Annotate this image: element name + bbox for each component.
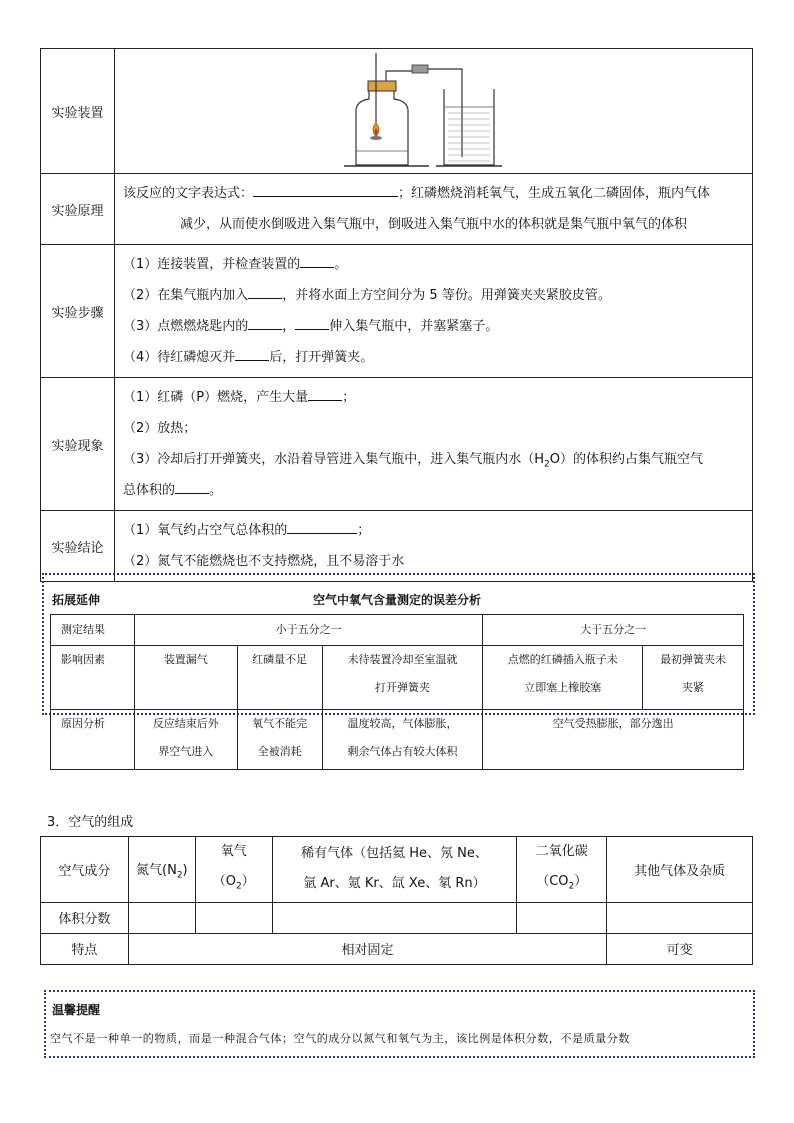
blank-conclusion1[interactable] [287, 520, 357, 534]
row-feature: 特点 相对固定 可变 [41, 933, 753, 964]
blank-equation[interactable] [253, 183, 398, 197]
blank-step4[interactable] [235, 347, 269, 361]
row-conclusion: 实验结论 （1）氧气约占空气总体积的 ； （2）氮气不能燃烧也不支持燃烧，且不易溶于水 [41, 511, 753, 582]
apparatus-cell [115, 49, 753, 174]
blank-step2[interactable] [248, 285, 282, 299]
error-header-row: 测定结果 小于五分之一 大于五分之一 [51, 615, 744, 646]
label-principle: 实验原理 [41, 174, 115, 245]
row-component: 空气成分 氮气$(N_2)$ 氧气 $(O_2)$ 稀有气体（包括氦 He、氖 Ne、 氩 Ar、氪 Kr、氙 Xe、氡 Rn） 二氧化碳 $(CO_2)$ 其他气体及杂质 [41, 837, 753, 903]
extension-tag: 拓展延伸 [52, 593, 101, 607]
volume-other[interactable] [607, 902, 753, 933]
apparatus-illustration [324, 49, 544, 169]
volume-o2[interactable] [195, 902, 272, 933]
error-factors-row: 影响因素 装置漏气 红磷量不足 未待装置冷却至室温就 打开弹簧夹 点燃的红磷插入瓶子未 立即塞上橡胶塞 最初弹簧夹未 夹紧 [51, 646, 744, 710]
blank-step1[interactable] [300, 254, 334, 268]
row-volume: 体积分数 [41, 902, 753, 933]
volume-co2[interactable] [517, 902, 607, 933]
blank-step3b[interactable] [295, 316, 329, 330]
section-title-composition: 3．空气的组成 [47, 815, 134, 830]
tip-title: 温馨提醒 [52, 1003, 101, 1017]
row-steps: 实验步骤 （1）连接装置，并检查装置的 。 （2）在集气瓶内加入 ，并将水面上方空间分为 5 等份。用弹簧夹夹紧胶皮管。 （3）点燃燃烧匙内的 ， 伸入集气瓶中，并塞紧塞子。 （4）待红磷熄灭并 后，打开弹簧夹。 [41, 245, 753, 378]
composition-table [40, 836, 753, 965]
label-steps: 实验步骤 [41, 245, 115, 378]
row-phenomena: 实验现象 （1）红磷（P）燃烧，产生大量 ； （2）放热； （3）冷却后打开弹簧夹，水沿着导管进入集气瓶中，进入集气瓶内水$(H_2O)$的体积约占集气瓶空气 总体积的 。 [41, 378, 753, 511]
experiment-table [40, 48, 753, 582]
label-phenomena: 实验现象 [41, 378, 115, 511]
volume-n2[interactable] [128, 902, 195, 933]
blank-phen1[interactable] [308, 387, 342, 401]
label-device: 实验装置 [41, 49, 115, 174]
row-principle: 实验原理 该反应的文字表达式： ；红磷燃烧消耗氧气，生成五氧化二磷固体，瓶内气体 减少，从而使水倒吸进入集气瓶中，倒吸进入集气瓶中水的体积就是集气瓶中氧气的体积 [41, 174, 753, 245]
error-analysis-table [50, 614, 744, 770]
tip-text: 空气不是一种单一的物质，而是一种混合气体；空气的成分以氮气和氧气为主，该比例是体积分数，不是质量分数 [50, 1032, 630, 1045]
label-conclusion: 实验结论 [41, 511, 115, 582]
blank-phen3[interactable] [175, 480, 209, 494]
volume-rare[interactable] [272, 902, 517, 933]
blank-step3a[interactable] [248, 316, 282, 330]
extension-title: 空气中氧气含量测定的误差分析 [312, 593, 481, 607]
error-reasons-row: 原因分析 反应结束后外 界空气进入 氧气不能完 全被消耗 温度较高，气体膨胀， 剩余气体占有较大体积 空气受热膨胀，部分逸出 [51, 710, 744, 770]
tip-box [44, 990, 755, 1058]
row-device [41, 49, 753, 174]
